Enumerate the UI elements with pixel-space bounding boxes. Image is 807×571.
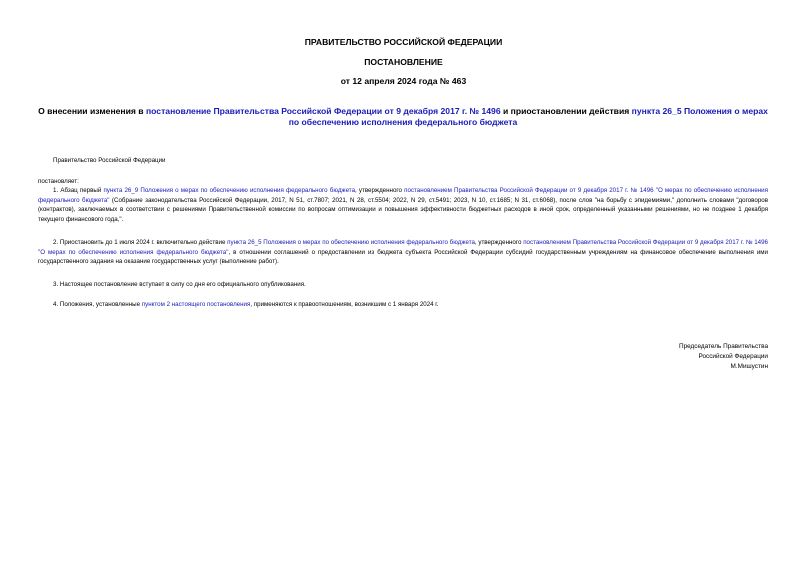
item4-text: 4. Положения, установленные: [53, 301, 142, 308]
item2-text: 2. Приостановить до 1 июля 2024 г. включительно действие: [53, 239, 228, 246]
title-text: и приостановлении действия: [500, 106, 632, 116]
item1-text: 1. Абзац первый: [53, 187, 104, 194]
title-text: О внесении изменения в: [38, 106, 146, 116]
item1-link-item-26-9[interactable]: пункта 26_9 Положения о мерах по обеспечению исполнения федерального бюджета: [103, 187, 356, 194]
paragraph-item-3: 3. Настоящее постановление вступает в силу со дня его официального опубликования.: [53, 281, 306, 288]
decides-word: постановляет:: [38, 178, 79, 185]
date-number-heading: от 12 апреля 2024 года № 463: [340, 76, 467, 86]
item1-text: , утвержденного: [355, 187, 405, 194]
item2-text: , утвержденного: [474, 239, 524, 246]
document-type-heading: ПОСТАНОВЛЕНИЕ: [364, 57, 443, 67]
title-link-decree-1496[interactable]: постановление Правительства Российской Федерации от 9 декабря 2017 г. № 1496: [145, 106, 501, 116]
signature-position: Председатель Правительства: [679, 343, 768, 350]
preamble: Правительство Российской Федерации: [53, 157, 166, 164]
item4-link-item-2[interactable]: пунктом 2 настоящего постановления: [141, 301, 251, 308]
item2-link-item-26-5[interactable]: пункта 26_5 Положения о мерах по обеспечению исполнения федерального бюджета: [227, 239, 475, 246]
paragraph-item-2: [38, 238, 768, 267]
signature-name: М.Мишустин: [730, 363, 768, 370]
item1-link-decree-1496[interactable]: постановлением Правительства Российской Федерации от 9 декабря 2017 г. № 1496 "О мерах по обеспечению исполнения федерального бюджета": [38, 187, 768, 204]
paragraph-item-4: [53, 300, 439, 309]
item2-text: , в отношении соглашений о предоставлении из бюджета субъекта Российской Федерации субсидий государственным учреждениям на финансовое обеспечение выполнения ими государственного задания на оказание государственных услуг (выполнение работ).: [38, 248, 769, 266]
government-heading: ПРАВИТЕЛЬСТВО РОССИЙСКОЙ ФЕДЕРАЦИИ: [304, 37, 503, 47]
item2-link-decree-1496[interactable]: постановлением Правительства Российской Федерации от 9 декабря 2017 г. № 1496 "О мерах по обеспечению исполнения федерального бюджета": [38, 239, 768, 256]
paragraph-item-1: [38, 186, 768, 225]
title-link-item-26-5[interactable]: пункта 26_5 Положения о мерах по обеспечению исполнения федерального бюджета: [288, 106, 768, 127]
signature-country: Российской Федерации: [698, 353, 768, 360]
document-title: [36, 106, 770, 128]
item1-text: (Собрание законодательства Российской Федерации, 2017, N 51, ст.7807; 2021, N 28, ст.5504; 2022, N 29, ст.5491; 2023, N 10, ст.1685; N 31, ст.6068), после слов "на борьбу с эпидемиями," дополнить словами "договоров (контрактов), заключаемых в соответствии с решениями Правительственной комиссии по вопросам оптимизации и повышения эффективности бюджетных расходов в иной срок, определенный указанными решениями, но не позднее 1 декабря текущего финансового года,".: [38, 196, 769, 224]
item4-text: , применяются к правоотношениям, возникшим с 1 января 2024 г.: [250, 301, 439, 308]
